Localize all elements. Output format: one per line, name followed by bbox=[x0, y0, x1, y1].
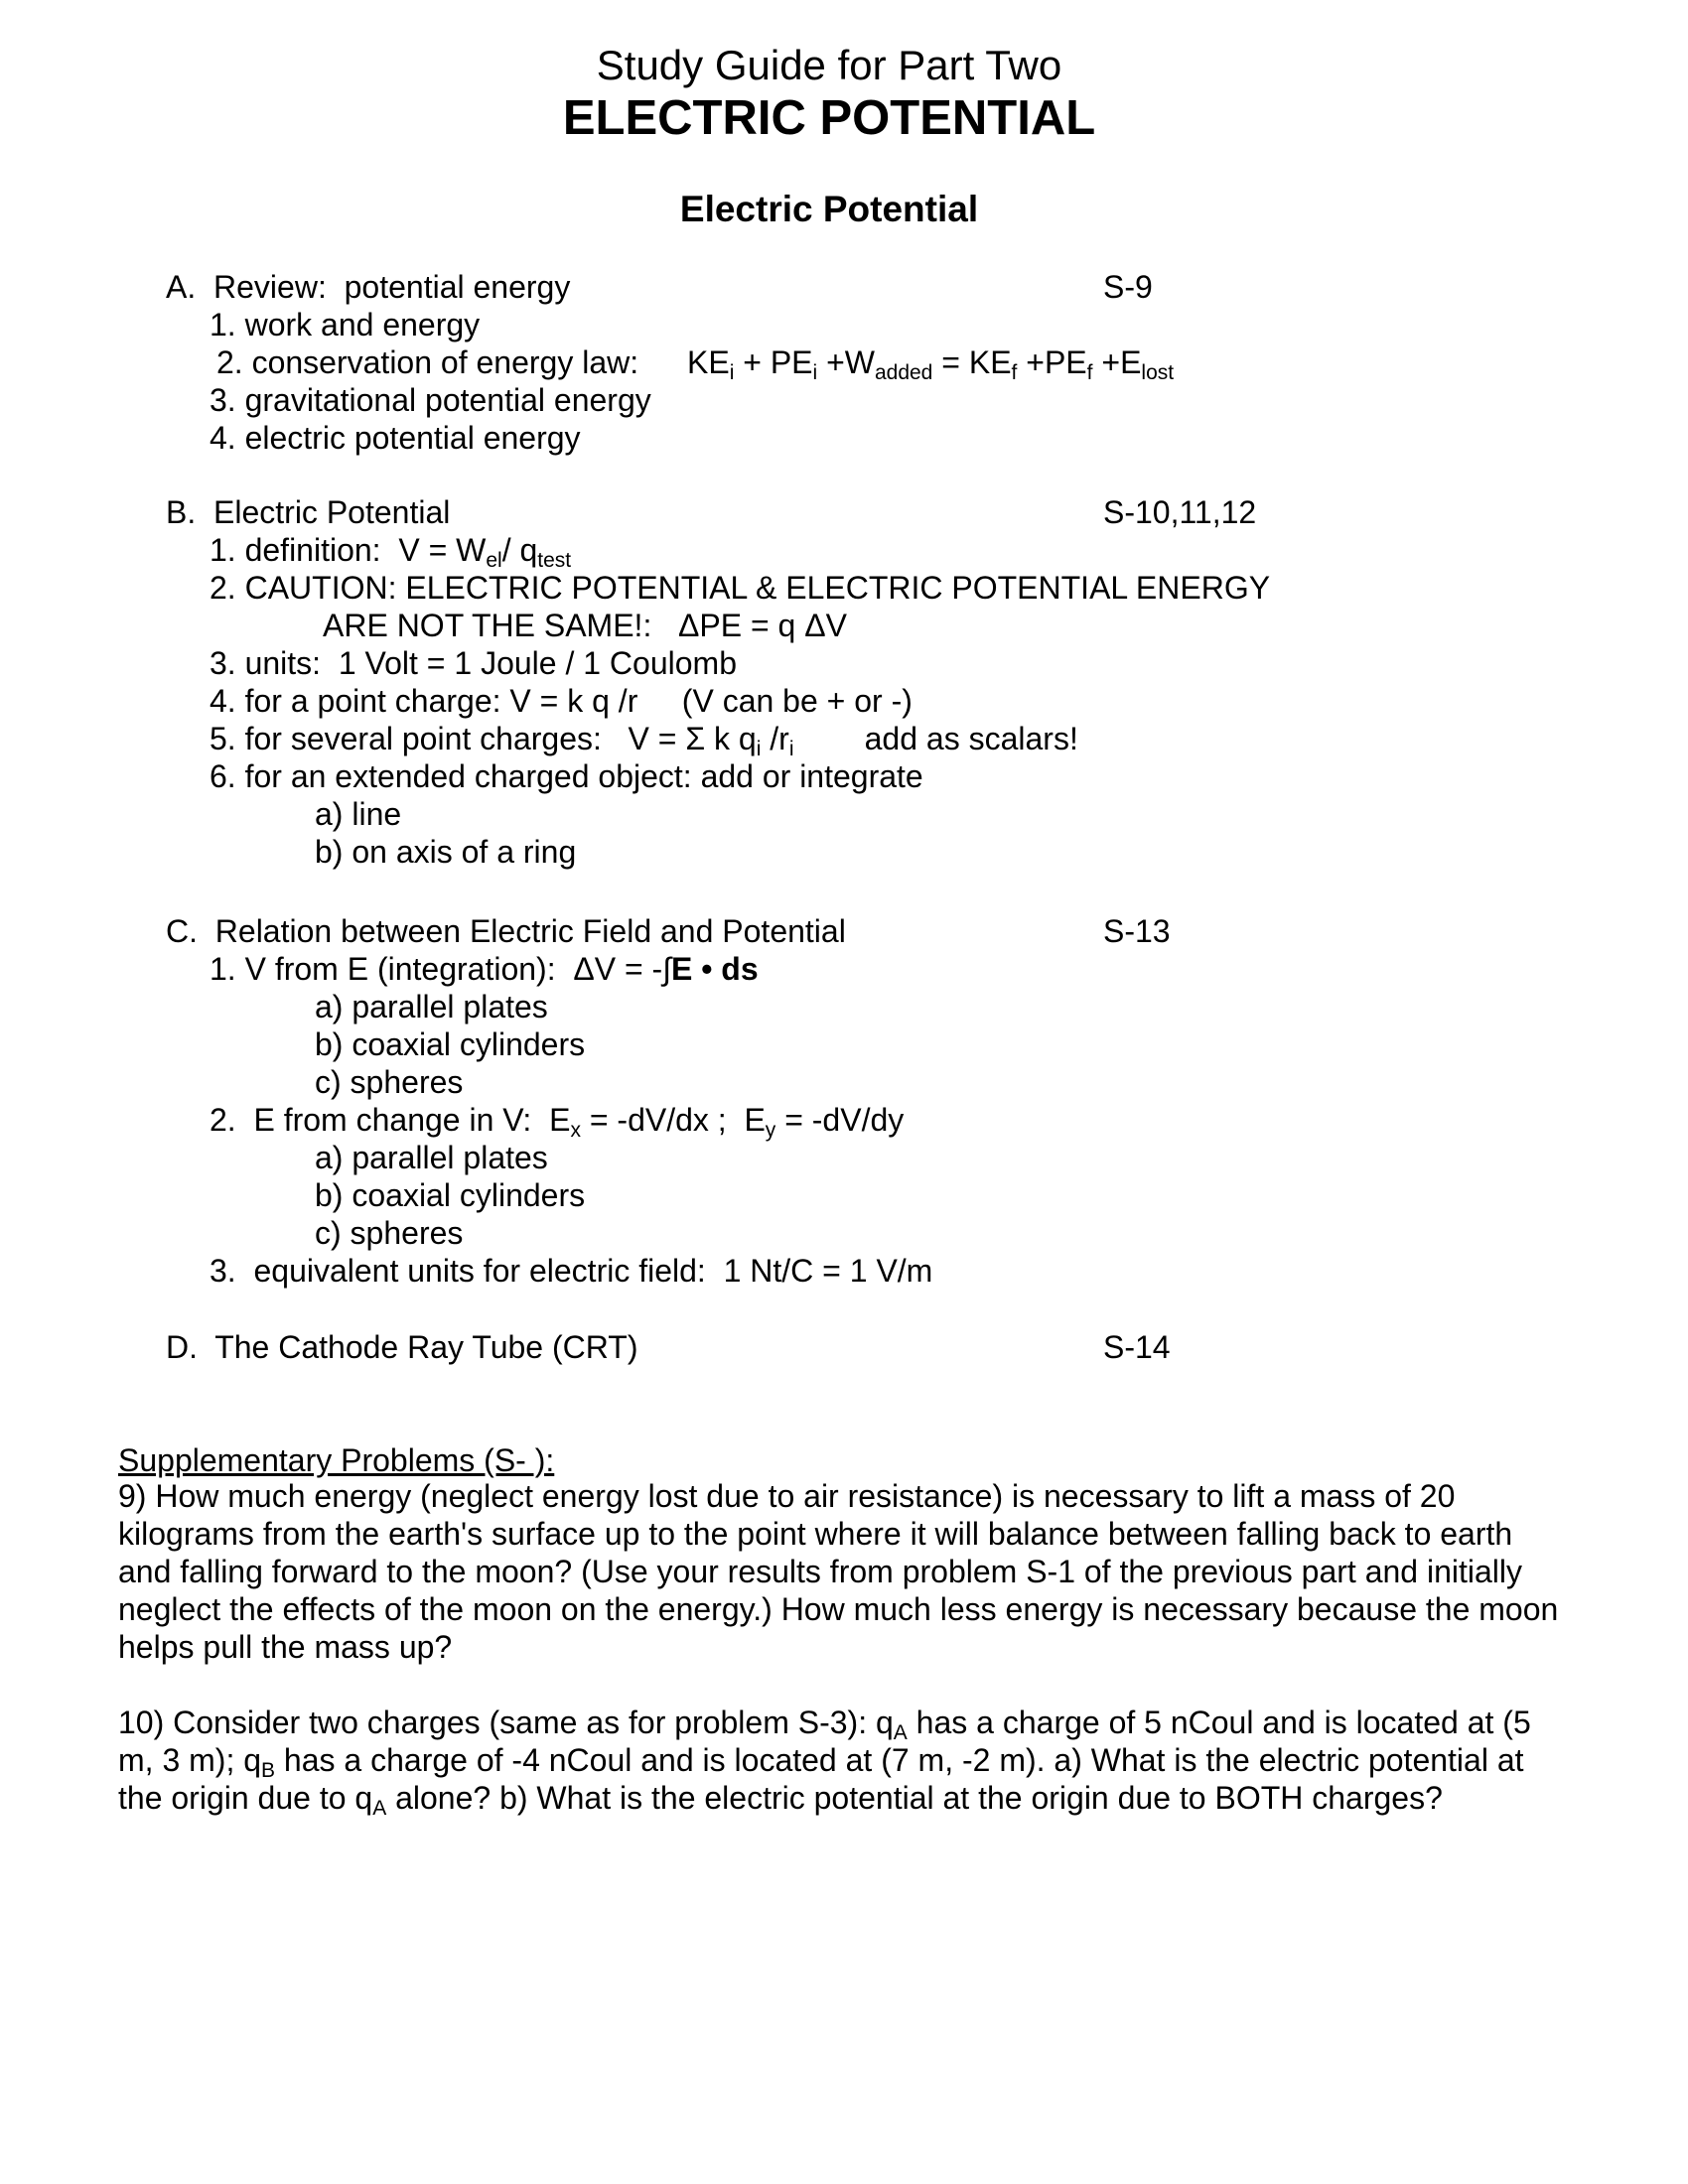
subscript: test bbox=[537, 549, 572, 572]
eq-part: + PE bbox=[734, 344, 813, 380]
section-heading: Electric Potential bbox=[679, 189, 979, 229]
vector-expression: E • ds bbox=[670, 951, 759, 987]
problem-text: has a charge of -4 nCoul and is located at (7 m, -2 m). a) What is the electric potential at the origin due to q bbox=[118, 1742, 1524, 1816]
problem-text: 10) Consider two charges (same as for problem S-3): q bbox=[118, 1705, 894, 1740]
eq-sub: lost bbox=[1141, 361, 1175, 384]
item-text: = -dV/dx ; E bbox=[580, 1102, 766, 1138]
section-b-item-1 bbox=[210, 532, 572, 572]
document-title: ELECTRIC POTENTIAL bbox=[562, 91, 1096, 145]
section-b-item-6a: a) line bbox=[315, 796, 402, 832]
eq-part: +E bbox=[1092, 344, 1142, 380]
section-c-item-2 bbox=[210, 1102, 905, 1142]
eq-part: = KE bbox=[932, 344, 1012, 380]
section-a-item-4: 4. electric potential energy bbox=[210, 420, 581, 456]
subscript: i bbox=[756, 738, 762, 760]
section-a-item-2 bbox=[216, 346, 638, 378]
section-b-item-3: 3. units: 1 Volt = 1 Joule / 1 Coulomb bbox=[210, 645, 737, 681]
item-text: /r bbox=[761, 721, 789, 756]
eq-sub: i bbox=[812, 361, 818, 384]
problem-text: alone? b) What is the electric potential at the origin due to BOTH charges? bbox=[386, 1780, 1443, 1816]
eq-sub: added bbox=[874, 361, 933, 384]
eq-sub: f bbox=[1011, 361, 1018, 384]
section-d-label: D. The Cathode Ray Tube (CRT) bbox=[166, 1329, 638, 1365]
subscript: i bbox=[788, 738, 794, 760]
section-d-ref: S-14 bbox=[1103, 1329, 1171, 1365]
section-b-ref: S-10,11,12 bbox=[1103, 494, 1257, 530]
section-c-item-2b: b) coaxial cylinders bbox=[315, 1177, 586, 1213]
eq-sub: i bbox=[729, 361, 735, 384]
section-b-item-6: 6. for an extended charged object: add or integrate bbox=[210, 758, 923, 794]
section-b-item-6b: b) on axis of a ring bbox=[315, 834, 577, 870]
item-text: = -dV/dy bbox=[775, 1102, 905, 1138]
section-b-item-5 bbox=[210, 721, 1078, 760]
section-c-item-2c: c) spheres bbox=[315, 1215, 464, 1251]
section-c-item-1a: a) parallel plates bbox=[315, 989, 548, 1024]
section-a-label: A. Review: potential energy bbox=[166, 269, 571, 305]
section-c-item-3: 3. equivalent units for electric field: 1 Nt/C = 1 V/m bbox=[210, 1253, 933, 1289]
subscript: B bbox=[261, 1759, 276, 1782]
item-text: 1. definition: V = W bbox=[210, 532, 487, 568]
problem-text: has a charge of 5 nCoul and is located at (5 m, 3 m); q bbox=[118, 1705, 1531, 1778]
item-text: 5. for several point charges: V = Σ k q bbox=[210, 721, 757, 756]
section-a-ref: S-9 bbox=[1103, 269, 1153, 305]
section-c-item-2a: a) parallel plates bbox=[315, 1140, 548, 1175]
section-b-item-2-continued: ARE NOT THE SAME!: ΔPE = q ΔV bbox=[323, 608, 847, 643]
subscript: A bbox=[893, 1721, 908, 1744]
section-b-item-4: 4. for a point charge: V = k q /r (V can be + or -) bbox=[210, 683, 913, 719]
section-c-ref: S-13 bbox=[1103, 913, 1171, 949]
section-c-label: C. Relation between Electric Field and Potential bbox=[166, 913, 846, 949]
document-subtitle: Study Guide for Part Two bbox=[596, 42, 1062, 88]
eq-part: KE bbox=[687, 344, 730, 380]
section-b-item-2: 2. CAUTION: ELECTRIC POTENTIAL & ELECTRIC POTENTIAL ENERGY bbox=[210, 570, 1271, 606]
item-text: add as scalars! bbox=[793, 721, 1078, 756]
subscript: x bbox=[570, 1119, 581, 1142]
item-text: 1. V from E (integration): ΔV = -∫ bbox=[210, 951, 671, 987]
energy-conservation-equation bbox=[687, 344, 1175, 384]
problem-10 bbox=[118, 1704, 1568, 1820]
section-a-item-1: 1. work and energy bbox=[210, 307, 481, 342]
eq-part: +PE bbox=[1017, 344, 1087, 380]
section-a-item-3: 3. gravitational potential energy bbox=[210, 382, 651, 418]
section-c-item-1c: c) spheres bbox=[315, 1064, 464, 1100]
section-b-label: B. Electric Potential bbox=[166, 494, 451, 530]
eq-part: +W bbox=[817, 344, 875, 380]
subscript: y bbox=[765, 1119, 776, 1142]
item-text: / q bbox=[501, 532, 538, 568]
problem-9: 9) How much energy (neglect energy lost due to air resistance) is necessary to lift a mass of 20 kilograms from the earth's surface up to the point where it will balance between falling back to earth and falling forward to the moon? (Use your results from problem S-1 of the previous part and initially neglect the effects of the moon on the energy.) How much less energy is necessary because the moon helps pull the mass up? bbox=[118, 1478, 1559, 1665]
supplementary-heading: Supplementary Problems (S- ): bbox=[118, 1442, 555, 1478]
item-text: 2. E from change in V: E bbox=[210, 1102, 571, 1138]
section-c-item-1b: b) coaxial cylinders bbox=[315, 1026, 586, 1062]
eq-sub: f bbox=[1086, 361, 1093, 384]
item-text: 2. conservation of energy law: bbox=[216, 344, 639, 380]
section-c-item-1 bbox=[210, 953, 759, 985]
subscript: el bbox=[486, 549, 502, 572]
subscript: A bbox=[372, 1797, 387, 1820]
